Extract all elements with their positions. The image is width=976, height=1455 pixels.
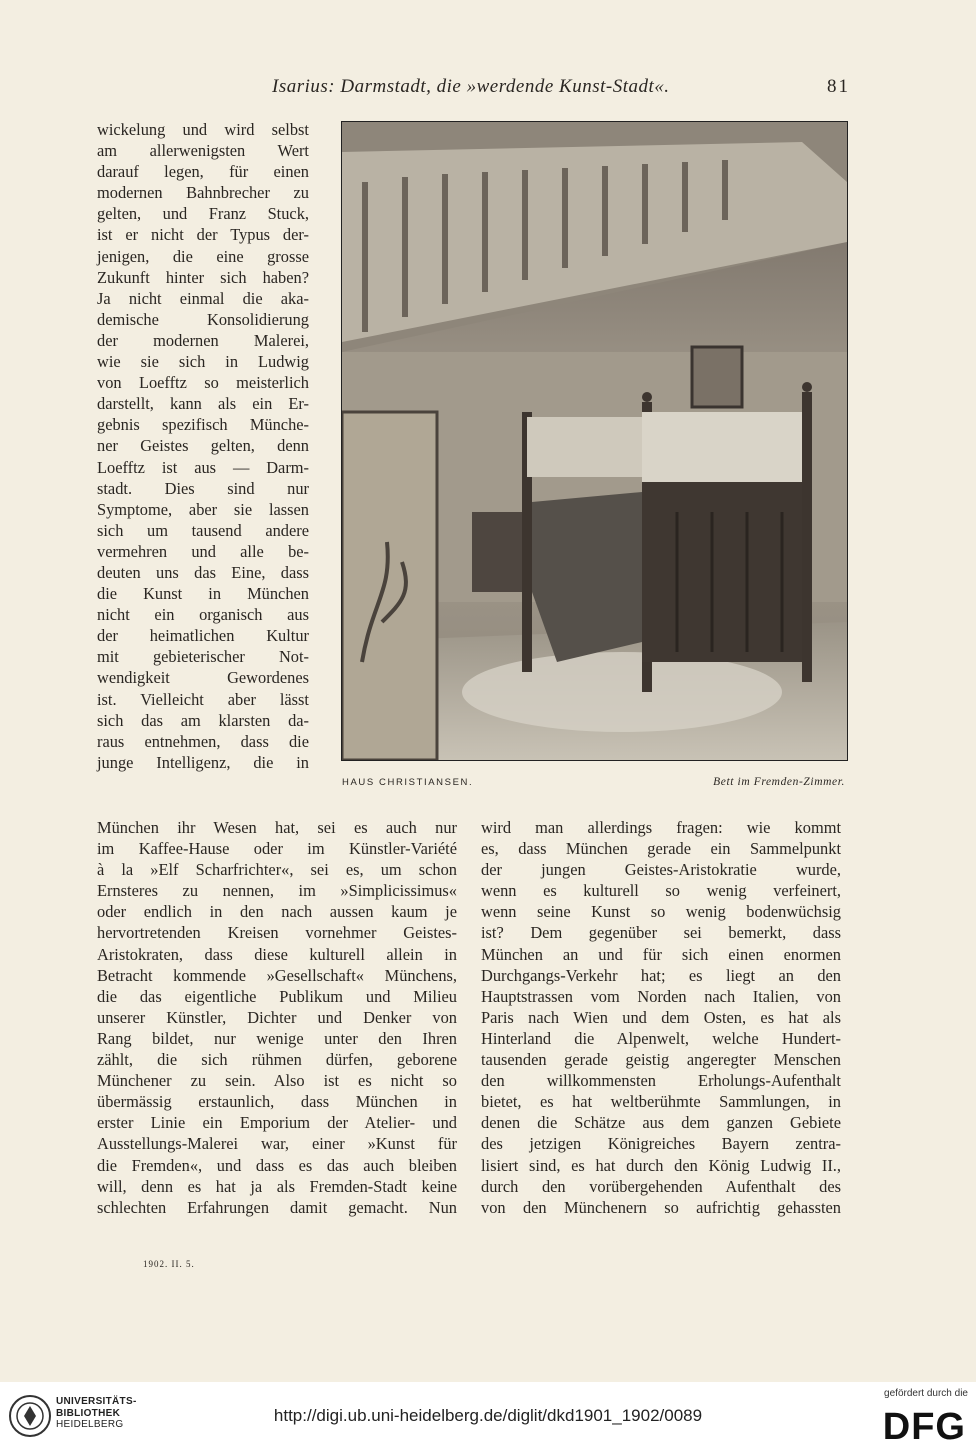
- text-line: ner Geistes gelten, denn: [97, 436, 309, 456]
- text-line: von den Münchenern so aufrichtig gehassten: [481, 1197, 841, 1217]
- footer-bar: [0, 1382, 976, 1455]
- text-line: wird man allerdings fragen: wie kommt: [481, 818, 841, 837]
- bed-illustration: [342, 122, 847, 760]
- text-line: die Fremden«, und dass es das auch bleiben: [97, 1155, 457, 1175]
- text-line: vermehren und alle be-: [97, 541, 309, 561]
- text-line: gelten, und Franz Stuck,: [97, 204, 309, 224]
- text-line: demische Konsolidierung: [97, 309, 309, 329]
- text-line: darauf legen, für einen: [97, 162, 309, 182]
- text-line: Durchgangs-Verkehr hat; es liegt an den: [481, 965, 841, 985]
- text-line: wenn seine Kunst so wenig bodenwüchsig: [481, 902, 841, 922]
- text-line: die das eigentliche Publikum und Milieu: [97, 986, 457, 1006]
- text-line: unserer Künstler, Dichter und Denker von: [97, 1007, 457, 1027]
- text-line: übermässig erstaunlich, dass München in: [97, 1092, 457, 1112]
- text-line: Paris nach Wien und dem Osten, es hat als: [481, 1007, 841, 1027]
- text-line: jenigen, die eine grosse: [97, 246, 309, 266]
- text-line: den willkommensten Erholungs-Aufenthalt: [481, 1071, 841, 1091]
- text-line: modernen Bahnbrecher zu: [97, 183, 309, 203]
- text-line: Hauptstrassen vom Norden nach Italien, von: [481, 986, 841, 1006]
- text-line: ist? Dem gegenüber sei bemerkt, dass: [481, 923, 841, 943]
- text-line: wie sie sich in Ludwig: [97, 352, 309, 372]
- text-line: der heimatlichen Kultur: [97, 626, 309, 646]
- photo-bedroom: [341, 121, 848, 761]
- text-line: erster Linie ein Emporium der Atelier- und: [97, 1113, 457, 1133]
- text-line: Ausstellungs-Malerei war, einer »Kunst für: [97, 1134, 457, 1154]
- text-line: Rang bildet, nur wenige unter den Ihren: [97, 1028, 457, 1048]
- text-line: raus entnehmen, dass die: [97, 731, 309, 751]
- text-line: wickelung und wird selbst: [97, 120, 309, 139]
- permalink-url[interactable]: http://digi.ub.uni-heidelberg.de/diglit/dkd1901_1902/0089: [273, 1406, 703, 1425]
- text-line: Hinterland die Alpenwelt, welche Hundert-: [481, 1028, 841, 1048]
- text-line: Aristokraten, dass diese kulturell allein in: [97, 944, 457, 964]
- text-line: deuten uns das Eine, dass: [97, 562, 309, 582]
- text-line: ist er nicht der Typus der-: [97, 225, 309, 245]
- narrow-text-column: [97, 119, 309, 773]
- text-line: Ja nicht einmal die aka-: [97, 288, 309, 308]
- text-line: junge Intelligenz, die in: [97, 752, 309, 772]
- text-line: die Kunst in München: [97, 584, 309, 604]
- text-line: darstellt, kann als ein Er-: [97, 394, 309, 414]
- running-title: Isarius: Darmstadt, die »werdende Kunst-Stadt«.: [272, 76, 670, 97]
- text-line: oder endlich in den nach aussen kaum je: [97, 902, 457, 922]
- text-line: am allerwenigsten Wert: [97, 141, 309, 161]
- text-line: Symptome, aber sie lassen: [97, 499, 309, 519]
- text-line: Zukunft hinter sich haben?: [97, 267, 309, 287]
- text-line: will, denn es hat ja als Fremden-Stadt keine: [97, 1176, 457, 1196]
- text-line: zählt, die sich rühmen dürfen, geborene: [97, 1050, 457, 1070]
- text-line: der jungen Geistes-Aristokratie wurde,: [481, 860, 841, 880]
- page-number: 81: [827, 76, 850, 97]
- text-line: stadt. Dies sind nur: [97, 478, 309, 498]
- text-line: im Kaffee-Hause oder im Künstler-Variété: [97, 839, 457, 859]
- library-name: UNIVERSITÄTS- BIBLIOTHEK HEIDELBERG: [56, 1396, 137, 1430]
- text-line: bietet, es hat weltberühmte Sammlungen, in: [481, 1092, 841, 1112]
- text-line: München ihr Wesen hat, sei es auch nur: [97, 818, 457, 837]
- text-line: hervortretenden Kreisen vornehmer Geistes-: [97, 923, 457, 943]
- text-line: von Loefftz so meisterlich: [97, 373, 309, 393]
- text-line: tausenden gerade geistig angeregter Menschen: [481, 1050, 841, 1070]
- text-line: Loefftz ist aus — Darm-: [97, 457, 309, 477]
- text-line: schlechten Erfahrungen damit gemacht. Nun: [97, 1197, 457, 1217]
- text-line: wenn es kulturell so wenig verfeinert,: [481, 881, 841, 901]
- left-text-column: [97, 817, 457, 1218]
- text-line: mit gebieterischer Not-: [97, 647, 309, 667]
- text-line: des jetzigen Königreiches Bayern zentra-: [481, 1134, 841, 1154]
- figure-caption-title: Bett im Fremden-Zimmer.: [713, 776, 845, 788]
- text-line: lisiert sind, es hat durch den König Ludwig II.,: [481, 1155, 841, 1175]
- text-line: München an und für sich einen enormen: [481, 944, 841, 964]
- dfg-logo: DFG: [882, 1406, 966, 1448]
- text-line: es, dass München gerade ein Sammelpunkt: [481, 839, 841, 859]
- text-line: Betracht kommende »Gesellschaft« Münchens,: [97, 965, 457, 985]
- text-line: nicht ein organisch aus: [97, 605, 309, 625]
- text-line: Münchener zu sein. Also ist es nicht so: [97, 1071, 457, 1091]
- text-line: denen die Schätze aus dem ganzen Gebiete: [481, 1113, 841, 1133]
- right-text-column: [481, 817, 841, 1218]
- figure-caption-location: HAUS CHRISTIANSEN.: [342, 777, 474, 788]
- text-line: wendigkeit Gewordenes: [97, 668, 309, 688]
- text-line: sich um tausend andere: [97, 520, 309, 540]
- text-line: durch den vorübergehenden Aufenthalt des: [481, 1176, 841, 1196]
- text-line: Ernsteres zu nennen, im »Simplicissimus«: [97, 881, 457, 901]
- signature-mark: 1902. II. 5.: [143, 1259, 195, 1269]
- text-line: sich das am klarsten da-: [97, 710, 309, 730]
- funded-by-label: gefördert durch die: [884, 1388, 968, 1399]
- text-line: ist. Vielleicht aber lässt: [97, 689, 309, 709]
- text-line: gebnis spezifisch Münche-: [97, 415, 309, 435]
- text-line: der modernen Malerei,: [97, 330, 309, 350]
- text-line: à la »Elf Scharfrichter«, sei es, um schon: [97, 860, 457, 880]
